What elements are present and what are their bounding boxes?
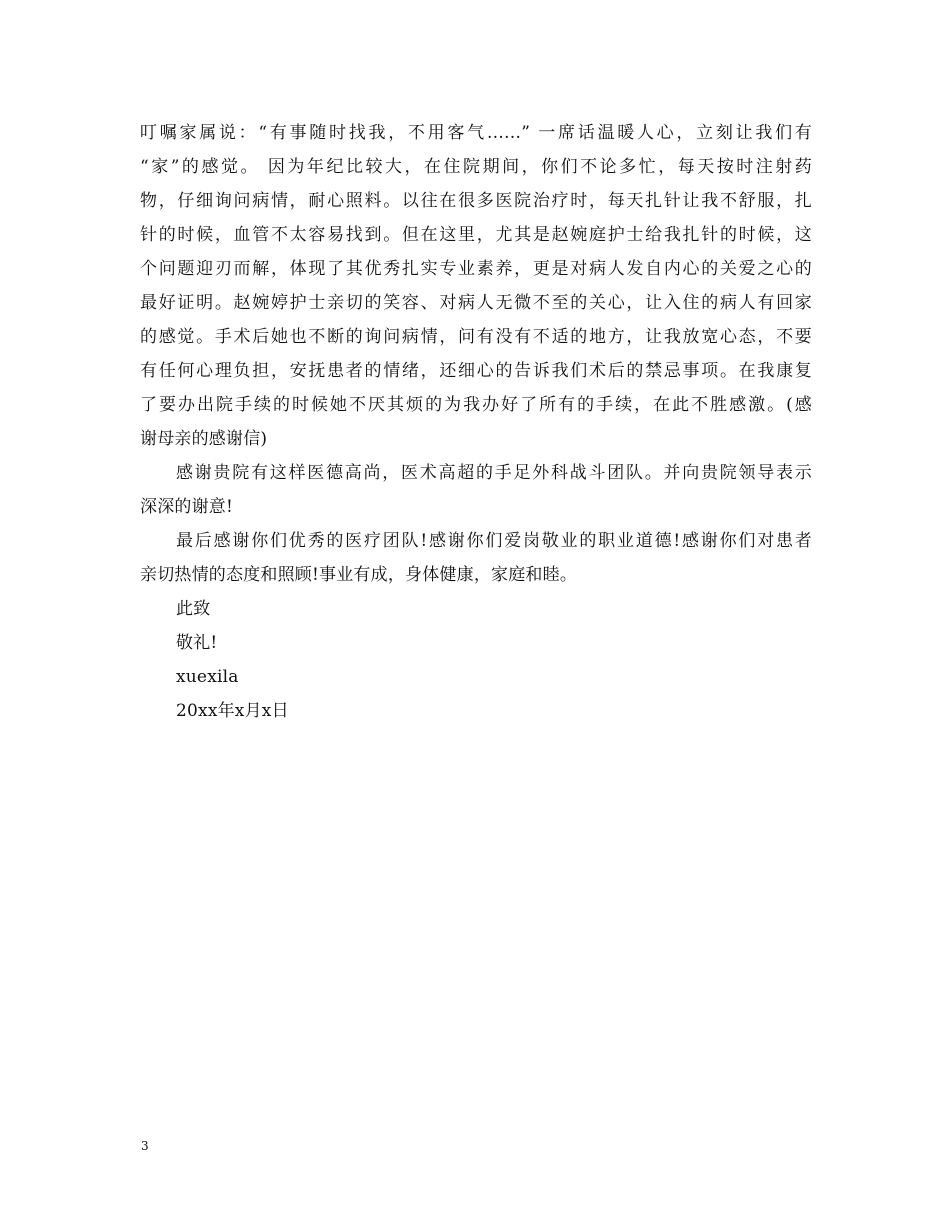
text-line: 了要办出院手续的时候她不厌其烦的为我办好了所有的手续，在此不胜感激。(感 xyxy=(140,395,812,415)
letter-closing xyxy=(140,592,812,728)
paragraph-final-thanks xyxy=(140,524,812,592)
text-line: “家”的感觉。 因为年纪比较大，在住院期间，你们不论多忙，每天按时注射药 xyxy=(140,157,812,177)
text-line: 亲切热情的态度和照顾!事业有成，身体健康，家庭和睦。 xyxy=(140,565,578,585)
text-line: 的感觉。手术后她也不断的询问病情，问有没有不适的地方，让我放宽心态，不要 xyxy=(140,327,812,347)
closing-respect: 敬礼! xyxy=(176,633,218,653)
text-line: 针的时候，血管不太容易找到。但在这里，尤其是赵婉庭护士给我扎针的时候，这 xyxy=(140,225,812,245)
closing-salutation: 此致 xyxy=(176,599,211,619)
text-line: 感谢贵院有这样医德高尚，医术高超的手足外科战斗团队。并向贵院领导表示 xyxy=(176,463,812,483)
paragraph-hospital-care xyxy=(140,116,812,456)
text-line: 最好证明。赵婉婷护士亲切的笑容、对病人无微不至的关心，让入住的病人有回家 xyxy=(140,293,812,313)
text-line: 物，仔细询问病情，耐心照料。以往在很多医院治疗时，每天扎针让我不舒服，扎 xyxy=(140,191,812,211)
paragraph-thanks-team xyxy=(140,456,812,524)
text-line: 谢母亲的感谢信) xyxy=(140,429,268,449)
letter-body xyxy=(140,116,812,728)
text-line: 最后感谢你们优秀的医疗团队!感谢你们爱岗敬业的职业道德!感谢你们对患者 xyxy=(176,531,812,551)
text-line: 叮嘱家属说：“有事随时找我，不用客气……” 一席话温暖人心，立刻让我们有 xyxy=(140,123,812,143)
text-line: 有任何心理负担，安抚患者的情绪，还细心的告诉我们术后的禁忌事项。在我康复 xyxy=(140,361,812,381)
text-line: 个问题迎刃而解，体现了其优秀扎实专业素养，更是对病人发自内心的关爱之心的 xyxy=(140,259,812,279)
text-line: 深深的谢意! xyxy=(140,497,234,517)
letter-date: 20xx年x月x日 xyxy=(176,701,289,721)
page-number: 3 xyxy=(141,1139,149,1153)
signature: xuexila xyxy=(176,667,239,687)
